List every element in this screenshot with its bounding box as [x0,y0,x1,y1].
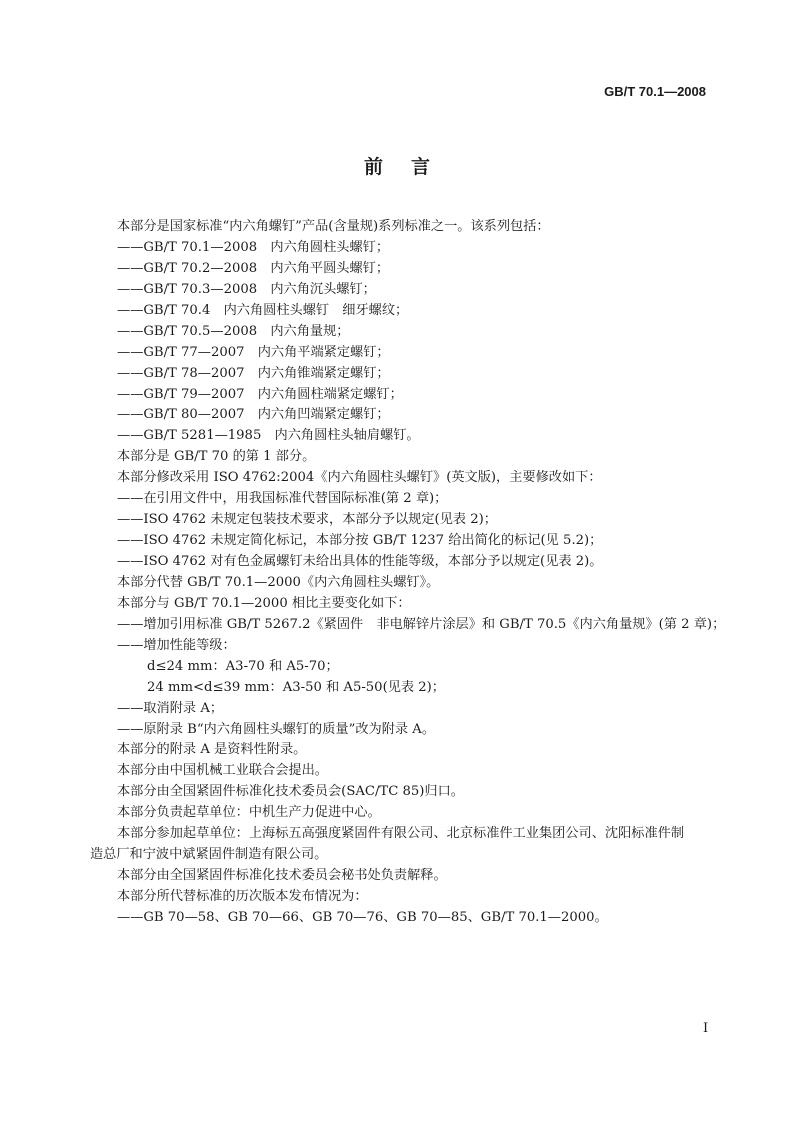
paragraph-line: 造总厂和宁波中斌紧固件制造有限公司。 [90,847,328,863]
list-item: ——GB/T 70.4 内六角圆柱头螺钉 细牙螺纹； [117,302,409,318]
paragraph-line: 本部分的附录 A 是资料性附录。 [117,742,307,758]
paragraph-line: 本部分修改采用 ISO 4762:2004《内六角圆柱头螺钉》(英文版)，主要修改如下： [117,470,602,486]
list-item: ——GB/T 77—2007 内六角平端紧定螺钉； [117,344,390,360]
list-item: ——GB/T 70.1—2008 内六角圆柱头螺钉； [117,239,390,255]
list-item: ——原附录 B“内六角圆柱头螺钉的质量”改为附录 A。 [117,721,436,737]
list-item: ——ISO 4762 对有色金属螺钉未给出具体的性能等级，本部分予以规定(见表 2)。 [117,554,603,569]
paragraph-line: 本部分由全国紧固件标准化技术委员会(SAC/TC 85)归口。 [117,784,464,800]
paragraph-line: 本部分与 GB/T 70.1—2000 相比主要变化如下： [117,595,411,611]
paragraph-line: 本部分由中国机械工业联合会提出。 [117,763,328,779]
list-item: ——GB/T 78—2007 内六角锥端紧定螺钉； [117,365,390,381]
list-item: ——增加引用标准 GB/T 5267.2《紧固件 非电解锌片涂层》和 GB/T 70.5《内六角量规》(第 2 章)； [117,616,726,632]
list-item: ——GB 70—58、GB 70—66、GB 70—76、GB 70—85、GB/T 70.1—2000。 [117,909,608,925]
paragraph-line: 本部分负责起草单位：中机生产力促进中心。 [117,805,381,821]
list-item: ——GB/T 70.3—2008 内六角沉头螺钉； [117,281,376,297]
list-item: ——ISO 4762 未规定简化标记，本部分按 GB/T 1237 给出简化的标记(见 5.2)； [117,533,603,549]
list-item: ——在引用文件中，用我国标准代替国际标准(第 2 章)； [117,491,448,507]
list-item: ——GB/T 5281—1985 内六角圆柱头轴肩螺钉。 [117,428,420,444]
list-item: ——ISO 4762 未规定包装技术要求，本部分予以规定(见表 2)； [117,512,497,528]
page-number: I [703,1021,709,1036]
list-item: ——GB/T 80—2007 内六角凹端紧定螺钉； [117,407,390,423]
preface-body [90,217,726,929]
paragraph-line: 本部分代替 GB/T 70.1—2000《内六角圆柱头螺钉》。 [117,574,440,590]
paragraph-line: 本部分所代替标准的历次版本发布情况为： [117,889,368,904]
list-item: ——增加性能等级： [117,637,236,653]
page-title: 前言 [363,156,458,178]
paragraph-line: 本部分是国家标准“内六角螺钉”产品(含量规)系列标准之一。该系列包括： [117,219,550,234]
list-item: ——GB/T 70.5—2008 内六角量规； [117,323,350,339]
list-item: ——GB/T 79—2007 内六角圆柱端紧定螺钉； [117,386,403,402]
sub-item: 24 mm<d≤39 mm：A3-50 和 A5-50(见表 2)； [147,679,445,695]
paragraph-line: 本部分参加起草单位：上海标五高强度紧固件有限公司、北京标准件工业集团公司、沈阳标准件制 [117,826,685,842]
paragraph-line: 本部分由全国紧固件标准化技术委员会秘书处负责解释。 [117,868,447,884]
paragraph-line: 本部分是 GB/T 70 的第 1 部分。 [117,449,316,465]
sub-item: d≤24 mm：A3-70 和 A5-70； [147,658,339,674]
list-item: ——取消附录 A； [117,700,224,716]
standard-number-header: GB/T 70.1—2008 [604,84,706,99]
list-item: ——GB/T 70.2—2008 内六角平圆头螺钉； [117,260,390,276]
